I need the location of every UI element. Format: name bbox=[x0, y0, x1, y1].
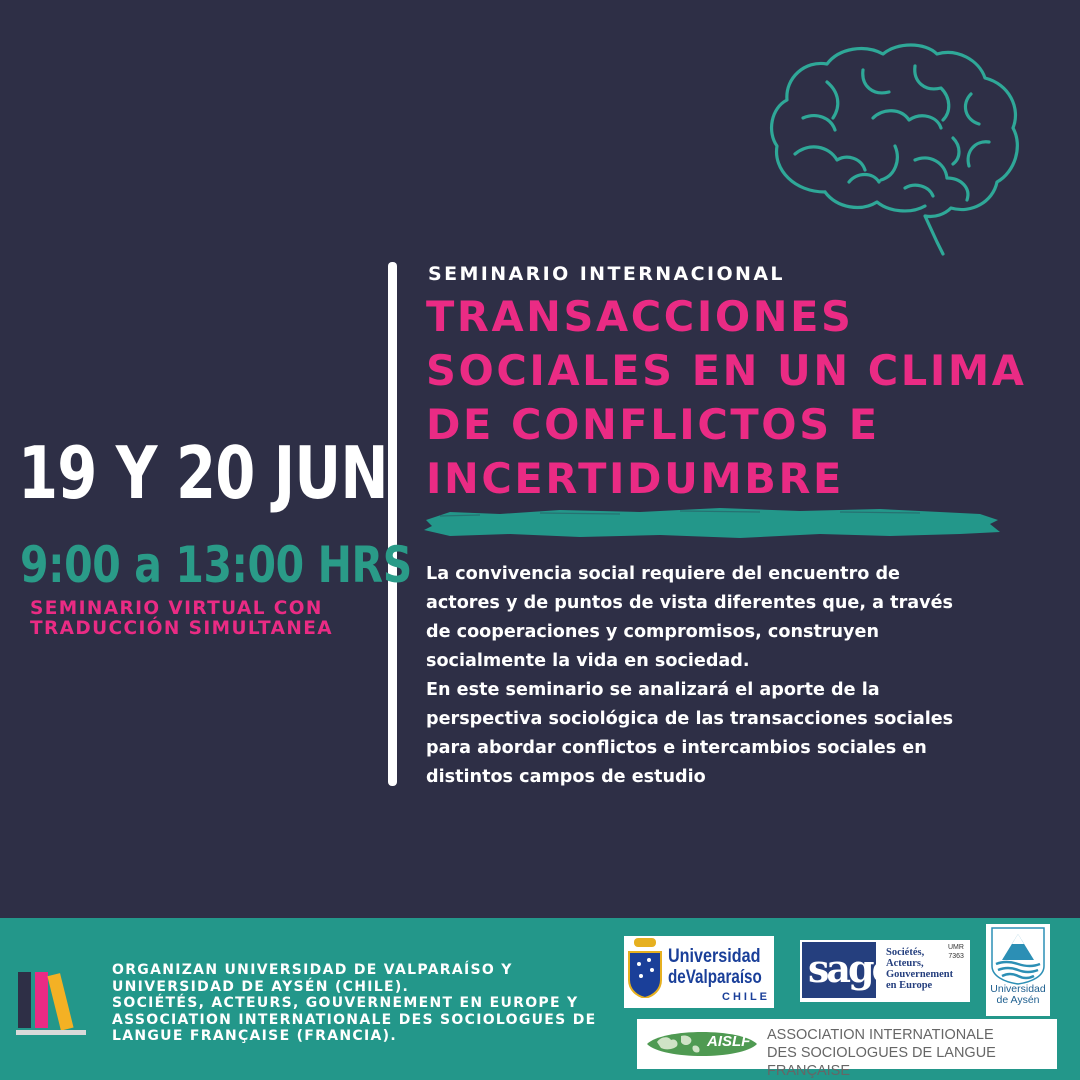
brain-icon bbox=[765, 42, 1025, 257]
vertical-divider bbox=[388, 262, 397, 786]
event-title: TRANSACCIONES SOCIALES EN UN CLIMA DE CONFLICTOS E INCERTIDUMBRE bbox=[426, 292, 1027, 503]
uv-logo-line1: Universidad bbox=[668, 946, 761, 967]
sage-mark bbox=[802, 942, 893, 998]
books-icon bbox=[16, 968, 86, 1036]
sage-umr: UMR 7363 bbox=[948, 944, 964, 960]
aislf-full-name: ASSOCIATION INTERNATIONALE DES SOCIOLOGUES DE LANGUE FRANÇAISE bbox=[767, 1027, 996, 1079]
universidad-aysen-logo bbox=[986, 924, 1050, 1016]
sage-logo bbox=[800, 940, 970, 1002]
event-date: 19 Y 20 JUN bbox=[18, 431, 388, 515]
event-time: 9:00 a 13:00 HRS bbox=[20, 536, 412, 594]
uv-logo-line3: CHILE bbox=[722, 991, 770, 1003]
aislf-abbr: AISLF bbox=[707, 1033, 751, 1050]
shield-icon bbox=[627, 936, 663, 998]
organizers-text: ORGANIZAN UNIVERSIDAD DE VALPARAÍSO Y UNIVERSIDAD DE AYSÉN (CHILE). SOCIÉTÉS, ACTEURS, GOUVERNEMENT EN EUROPE Y ASSOCIATION INTERNATIONALE DES SOCIOLOGUES DE LANGUE FRANÇAISE (FRANCIA). bbox=[112, 962, 597, 1044]
event-mode: SEMINARIO VIRTUAL CON TRADUCCIÓN SIMULTANEA bbox=[30, 598, 333, 639]
universidad-valparaiso-logo bbox=[624, 936, 774, 1008]
mountain-icon bbox=[986, 926, 1050, 986]
brush-stroke bbox=[420, 502, 1002, 546]
event-description bbox=[426, 560, 1041, 792]
description-paragraph-2: En este seminario se analizará el aporte de la perspectiva sociológica de las transacciones sociales para abordar conflictos e intercambios sociales en distintos campos de estudio bbox=[426, 680, 954, 787]
aislf-logo bbox=[637, 1019, 1057, 1079]
sage-word: sage bbox=[808, 946, 893, 991]
description-paragraph-1: La convivencia social requiere del encuentro de actores y de puntos de vista diferentes que, a través de cooperaciones y compromisos, construyen socialmente la vida en sociedad. bbox=[426, 564, 953, 671]
aysen-text: Universidad de Aysén bbox=[990, 983, 1046, 1006]
sage-text: Sociétés, Acteurs, Gouvernement en Europe bbox=[886, 947, 954, 991]
uv-logo-line2: deValparaíso bbox=[668, 967, 762, 988]
event-kicker: SEMINARIO INTERNACIONAL bbox=[428, 263, 785, 285]
